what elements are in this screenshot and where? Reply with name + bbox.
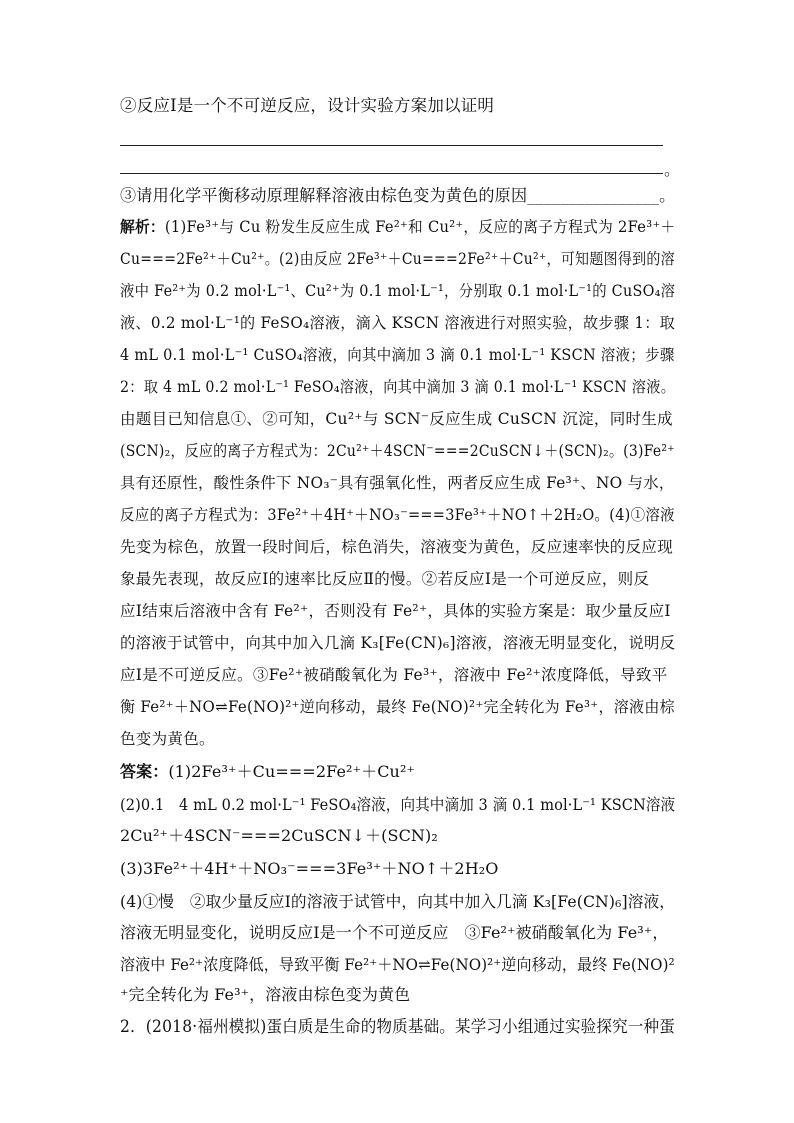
- answer-line-7: ⁺完全转化为 Fe³⁺，溶液由棕色变为黄色: [120, 985, 411, 1004]
- solution-label: 解析：: [120, 217, 165, 236]
- solution-line-1: Cu===2Fe²⁺＋Cu²⁺。(2)由反应 2Fe³⁺＋Cu===2Fe²⁺＋Cu²⁺，可知题图得到的溶: [120, 250, 675, 268]
- answer-blank-line-1: [120, 145, 663, 146]
- answer-line-4: (4)①慢 ②取少量反应Ⅰ的溶液于试管中，向其中加入几滴 K₃[Fe(CN)₆]溶液，: [120, 892, 676, 911]
- answer-text: (1)2Fe³⁺＋Cu===2Fe²⁺＋Cu²⁺: [168, 762, 416, 781]
- answer-blank-line-2: [120, 173, 663, 174]
- solution-line-12: 应Ⅰ结束后溶液中含有 Fe²⁺，否则没有 Fe²⁺，具体的实验方案是：取少量反应Ⅰ: [120, 602, 671, 620]
- answer-line-3: (3)3Fe²⁺＋4H⁺＋NO₃⁻===3Fe³⁺＋NO↑＋2H₂O: [120, 859, 499, 878]
- answer-line-0: [120, 762, 415, 782]
- solution-line-6: 由题目已知信息①、②可知，Cu²⁺与 SCN⁻反应生成 CuSCN 沉淀，同时生成: [120, 410, 673, 428]
- solution-line-13: 的溶液于试管中，向其中加入几滴 K₃[Fe(CN)₆]溶液，溶液无明显变化，说明反: [120, 634, 676, 652]
- blank-period: 。: [664, 160, 681, 179]
- solution-line-14: 应Ⅰ是不可逆反应。③Fe²⁺被硝酸氧化为 Fe³⁺，溶液中 Fe²⁺浓度降低，导致平: [120, 666, 668, 684]
- solution-line-15: 衡 Fe²⁺＋NO⇌Fe(NO)²⁺逆向移动，最终 Fe(NO)²⁺完全转化为 Fe³⁺，溶液由棕: [120, 698, 675, 716]
- solution-line-5: 2：取 4 mL 0.2 mol·L⁻¹ FeSO₄溶液，向其中滴加 3 滴 0.1 mol·L⁻¹ KSCN 溶液。: [120, 378, 676, 396]
- solution-text: (1)Fe³⁺与 Cu 粉发生反应生成 Fe²⁺和 Cu²⁺，反应的离子方程式为 2Fe³⁺＋: [164, 218, 676, 236]
- solution-line-7: (SCN)₂，反应的离子方程式为：2Cu²⁺＋4SCN⁻===2CuSCN↓＋(SCN)₂。(3)Fe²⁺: [120, 442, 675, 460]
- solution-line-2: 液中 Fe²⁺为 0.2 mol·L⁻¹、Cu²⁺为 0.1 mol·L⁻¹，分别取 0.1 mol·L⁻¹的 CuSO₄溶: [120, 282, 676, 300]
- solution-line-3: 液、0.2 mol·L⁻¹的 FeSO₄溶液，滴入 KSCN 溶液进行对照实验，故步骤 1：取: [120, 314, 676, 332]
- answer-line-2: 2Cu²⁺＋4SCN⁻===2CuSCN↓＋(SCN)₂: [120, 826, 438, 845]
- solution-line-10: 先变为棕色，放置一段时间后，棕色消失，溶液变为黄色，反应速率快的反应现: [120, 538, 674, 556]
- question-item-3: ③请用化学平衡移动原理解释溶液由棕色变为黄色的原因________________。: [120, 186, 676, 205]
- solution-line-11: 象最先表现，故反应Ⅰ的速率比反应Ⅱ的慢。②若反应Ⅰ是一个可逆反应，则反: [120, 570, 650, 588]
- answer-label: 答案：: [120, 762, 169, 781]
- answer-line-5: 溶液无明显变化，说明反应Ⅰ是一个不可逆反应 ③Fe²⁺被硝酸氧化为 Fe³⁺，: [120, 923, 669, 942]
- question-item-2: ②反应Ⅰ是一个不可逆反应，设计实验方案加以证明: [120, 96, 495, 115]
- next-question: 2．(2018·福州模拟)蛋白质是生命的物质基础。某学习小组通过实验探究一种蛋: [120, 1017, 675, 1036]
- solution-line-0: [120, 217, 675, 237]
- solution-line-8: 具有还原性，酸性条件下 NO₃⁻具有强氧化性，两者反应生成 Fe³⁺、NO 与水，: [120, 474, 675, 492]
- solution-line-9: 反应的离子方程式为：3Fe²⁺＋4H⁺＋NO₃⁻===3Fe³⁺＋NO↑＋2H₂O。(4)①溶液: [120, 506, 675, 524]
- solution-line-16: 色变为黄色。: [120, 730, 215, 748]
- answer-line-1: (2)0.1 4 mL 0.2 mol·L⁻¹ FeSO₄溶液，向其中滴加 3 滴 0.1 mol·L⁻¹ KSCN溶液: [120, 795, 676, 814]
- solution-line-4: 4 mL 0.1 mol·L⁻¹ CuSO₄溶液，向其中滴加 3 滴 0.1 mol·L⁻¹ KSCN 溶液；步骤: [120, 346, 675, 364]
- answer-line-6: 溶液中 Fe²⁺浓度降低，导致平衡 Fe²⁺＋NO⇌Fe(NO)²⁺逆向移动，最终 Fe(NO)²: [120, 955, 675, 974]
